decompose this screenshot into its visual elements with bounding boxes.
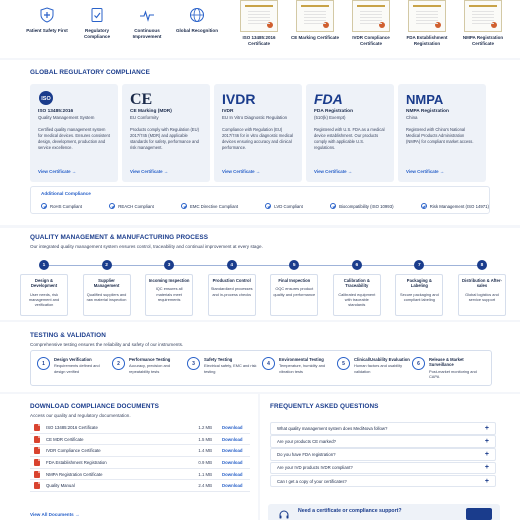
step-card xyxy=(208,274,256,316)
check-circle-icon xyxy=(421,203,427,209)
testing-step xyxy=(37,357,112,383)
testing-step-description: Human factors and usability validation xyxy=(354,363,403,374)
faq-section xyxy=(260,394,520,520)
plus-icon: + xyxy=(484,437,489,445)
additional-compliance xyxy=(30,186,490,214)
certificate-label: NMPA Registration Certificate xyxy=(462,35,504,46)
pdf-icon xyxy=(34,436,40,443)
check-circle-icon xyxy=(330,203,336,209)
download-link[interactable]: Download xyxy=(222,459,243,465)
view-certificate-link[interactable] xyxy=(314,169,352,174)
step-description: Secure packaging and compliant labeling xyxy=(400,291,439,303)
value-item xyxy=(172,6,222,56)
step-description: OQC ensures product quality and performance xyxy=(273,286,316,297)
check-circle-icon xyxy=(41,203,47,209)
faq-item[interactable] xyxy=(270,475,496,488)
step-card xyxy=(270,274,318,316)
svg-text:FDA: FDA xyxy=(314,91,343,106)
svg-text:NMPA: NMPA xyxy=(406,92,444,106)
faq-item[interactable] xyxy=(270,422,496,435)
step-number: 4 xyxy=(227,260,237,270)
card-subname: China xyxy=(406,115,418,121)
document-row xyxy=(30,434,250,446)
testing-step-number: 6 xyxy=(412,357,425,370)
link-label: View Certificate xyxy=(406,169,439,174)
faq-question: What quality management system does MediNova follow? xyxy=(277,425,388,431)
step-number: 5 xyxy=(289,260,299,270)
document-size: 1.2 MB xyxy=(198,424,212,430)
testing-steps xyxy=(37,357,487,383)
card-name: FDA Registration xyxy=(314,109,353,114)
download-link[interactable]: Download xyxy=(222,483,243,489)
arrow-right-icon: → xyxy=(74,512,80,517)
process-step xyxy=(462,260,502,318)
step-description: IQC ensures all materials meet requirements xyxy=(155,286,183,302)
additional-compliance-list xyxy=(41,202,489,210)
values-row xyxy=(22,6,222,56)
faq-question: Are your IVD products IVDR compliant? xyxy=(277,465,353,471)
check-circle-icon xyxy=(109,203,115,209)
plus-icon: + xyxy=(484,464,489,472)
downloads-section xyxy=(0,394,258,520)
step-number: 3 xyxy=(164,260,174,270)
section-subtitle: Comprehensive testing ensures the reliability and safety of our instruments. xyxy=(30,342,184,347)
download-link[interactable]: Download xyxy=(222,471,243,477)
iso-logo-icon xyxy=(38,90,110,106)
pdf-icon xyxy=(34,471,40,478)
section-title: DOWNLOAD COMPLIANCE DOCUMENTS xyxy=(30,403,159,410)
document-row xyxy=(30,422,250,434)
testing-step-title: Clinical/Usability Evaluation xyxy=(354,357,410,362)
shield-cross-icon xyxy=(38,6,56,24)
arrow-right-icon: → xyxy=(163,169,169,174)
document-name: CE MDR Certificate xyxy=(46,436,84,442)
link-label: View Certificate xyxy=(314,169,347,174)
step-title: Design & Development xyxy=(30,278,58,289)
globe-icon xyxy=(188,6,206,24)
step-number: 6 xyxy=(352,260,362,270)
plus-icon: + xyxy=(484,424,489,432)
value-label: Patient Safety First xyxy=(26,28,68,33)
testing-step-number: 3 xyxy=(187,357,200,370)
compliance-label: EMC Directive Compliant xyxy=(190,203,239,209)
document-name: FDA Establishment Registration xyxy=(46,459,107,465)
regulatory-card xyxy=(306,84,394,182)
value-label: Continuous Improvement xyxy=(132,28,162,40)
document-name: NMPA Registration Certificate xyxy=(46,471,103,477)
step-title: Production Control xyxy=(212,278,251,283)
arrow-right-icon: → xyxy=(255,169,261,174)
download-link[interactable]: Download xyxy=(222,448,243,454)
plus-icon: + xyxy=(484,451,489,459)
heartbeat-icon xyxy=(138,6,156,24)
pdf-icon xyxy=(34,424,40,431)
testing-step xyxy=(112,357,187,383)
view-all-documents-link[interactable] xyxy=(30,512,80,517)
plus-icon: + xyxy=(484,477,489,485)
compliance-item xyxy=(109,202,154,210)
testing-step-description: Accuracy, precision and repeatability tests xyxy=(129,363,171,374)
card-name: CE Marking (MDR) xyxy=(130,109,172,114)
testing-step-number: 5 xyxy=(337,357,350,370)
certificate-image[interactable] xyxy=(464,0,502,32)
document-size: 1.1 MB xyxy=(198,471,212,477)
certificate-image[interactable] xyxy=(352,0,390,32)
ce-logo-icon xyxy=(130,90,202,106)
value-item xyxy=(72,6,122,56)
document-row xyxy=(30,480,250,492)
compliance-label: RoHS Compliant xyxy=(50,203,83,209)
regulatory-card xyxy=(398,84,486,182)
certificate-label: ISO 13485:2016 Certificate xyxy=(242,35,276,46)
link-label: View Certificate xyxy=(38,169,71,174)
certificate-image[interactable] xyxy=(296,0,334,32)
card-name: IVDR xyxy=(222,109,234,114)
step-card xyxy=(458,274,506,316)
arrow-right-icon: → xyxy=(347,169,353,174)
contact-button[interactable] xyxy=(466,508,492,520)
compliance-item xyxy=(41,202,82,210)
process-step xyxy=(274,260,314,318)
testing-step xyxy=(187,357,262,383)
document-check-icon xyxy=(88,6,106,24)
testing-step xyxy=(262,357,337,383)
card-description: Registered with U.S. FDA as a medical device establishment. Our products comply with applicable U.S. regulations. xyxy=(314,126,385,150)
step-description: Global logistics and service support xyxy=(465,291,499,303)
process-steps xyxy=(24,260,502,318)
testing-step-number: 1 xyxy=(37,357,50,370)
faq-question: Are your products CE marked? xyxy=(277,438,336,444)
step-description: Calibrated equipment with traceable standards xyxy=(338,291,376,308)
view-certificate-link[interactable] xyxy=(222,169,260,174)
process-step xyxy=(212,260,252,318)
document-row xyxy=(30,445,250,457)
nmpa-logo-icon xyxy=(406,90,478,106)
process-step xyxy=(87,260,127,318)
view-certificate-link[interactable] xyxy=(130,169,168,174)
certificate-thumbnail[interactable] xyxy=(400,0,454,56)
step-description: User needs, risk management and verification xyxy=(28,291,60,308)
card-description: Registered with China's National Medical Products Administration (NMPA) for compliant market access. xyxy=(406,126,474,144)
view-certificate-link[interactable] xyxy=(406,169,444,174)
section-title: QUALITY MANAGEMENT & MANUFACTURING PROCESS xyxy=(30,234,209,241)
card-subname: EU Conformity xyxy=(130,115,159,121)
compliance-item xyxy=(181,202,238,210)
compliance-item xyxy=(330,202,393,210)
step-card xyxy=(20,274,68,316)
testing-step xyxy=(337,357,412,383)
step-number: 7 xyxy=(414,260,424,270)
certificate-image[interactable] xyxy=(240,0,278,32)
regulatory-card xyxy=(214,84,302,182)
certificate-thumbnail[interactable] xyxy=(232,0,286,56)
value-item xyxy=(122,6,172,56)
compliance-label: Risk Management (ISO 14971) xyxy=(429,203,489,209)
section-subtitle: Our integrated quality management system ensures control, traceability and continual improvement at every stage. xyxy=(30,244,263,249)
document-row xyxy=(30,457,250,469)
document-name: IVDR Compliance Certificate xyxy=(46,448,101,454)
check-circle-icon xyxy=(181,203,187,209)
faq-item[interactable] xyxy=(270,462,496,475)
link-label: View Certificate xyxy=(130,169,163,174)
documents-table xyxy=(30,422,250,504)
testing-card xyxy=(30,350,492,386)
step-card xyxy=(395,274,443,316)
testing-step-title: Safety Testing xyxy=(204,357,233,362)
document-row xyxy=(30,469,250,481)
process-step xyxy=(24,260,64,318)
step-title: Final Inspection xyxy=(278,278,311,283)
faq-item[interactable] xyxy=(270,435,496,448)
headset-icon xyxy=(278,508,290,520)
svg-text:ISO: ISO xyxy=(41,96,51,102)
step-description: Qualified suppliers and raw material inspection xyxy=(86,291,127,303)
download-link[interactable]: Download xyxy=(222,436,243,442)
certificate-label: CE Marking Certificate xyxy=(290,35,339,40)
value-item xyxy=(22,6,72,56)
testing-step-description: Post-market monitoring and CAPA xyxy=(429,368,477,380)
pdf-icon xyxy=(34,482,40,489)
certificate-thumbnail[interactable] xyxy=(344,0,398,56)
step-card xyxy=(145,274,193,316)
step-title: Distribution & After-sales xyxy=(462,278,502,289)
cta-text: Need a certificate or compliance support? xyxy=(298,508,402,514)
card-description: Compliance with Regulation (EU) 2017/746 for in vitro diagnostic medical devices ensuring accuracy and clinical performance. xyxy=(222,126,293,150)
step-number: 8 xyxy=(477,260,487,270)
step-description: Standardized processes and in-process checks xyxy=(210,286,253,297)
support-cta-banner xyxy=(268,504,500,520)
svg-text:CE: CE xyxy=(130,91,153,106)
faq-item[interactable] xyxy=(270,448,496,461)
section-title: GLOBAL REGULATORY COMPLIANCE xyxy=(30,69,150,76)
svg-text:IVDR: IVDR xyxy=(222,91,256,106)
compliance-item xyxy=(421,202,489,210)
pdf-icon xyxy=(34,447,40,454)
testing-step-title: Performance Testing xyxy=(129,357,171,362)
regulatory-card xyxy=(122,84,210,182)
arrow-right-icon: → xyxy=(71,169,77,174)
faq-list xyxy=(270,422,496,502)
faq-question: Do you have FDA registration? xyxy=(277,452,336,458)
card-description: Certified quality management system for medical devices. Ensures consistent design, development, production and service excellence. xyxy=(38,126,110,150)
section-title: FREQUENTLY ASKED QUESTIONS xyxy=(270,403,379,410)
certificate-image[interactable] xyxy=(408,0,446,32)
compliance-item xyxy=(265,202,303,210)
testing-step-title: Release & Market Surveillance xyxy=(429,357,464,368)
certificate-label: FDA Establishment Registration xyxy=(406,35,448,46)
testing-step-title: Design Verification xyxy=(54,357,92,362)
faq-question: Can I get a copy of your certificates? xyxy=(277,478,347,484)
card-subname: EU In Vitro Diagnostic Regulation xyxy=(222,115,288,121)
section-subtitle: Access our quality and regulatory documentation. xyxy=(30,413,131,418)
value-label: Regulatory Compliance xyxy=(83,28,111,40)
process-step xyxy=(149,260,189,318)
view-certificate-link[interactable] xyxy=(38,169,76,174)
testing-step-description: Electrical safety, EMC and risk testing xyxy=(204,363,257,374)
step-number: 1 xyxy=(39,260,49,270)
process-flow xyxy=(24,260,502,318)
regulatory-cards xyxy=(30,84,490,182)
process-section xyxy=(0,228,520,320)
regulatory-card xyxy=(30,84,118,182)
process-step xyxy=(399,260,439,318)
card-name: ISO 13485:2016 xyxy=(38,109,74,114)
card-subname: (510(k) Exempt) xyxy=(314,115,346,121)
document-size: 0.9 MB xyxy=(198,459,212,465)
testing-step-title: Environmental Testing xyxy=(279,357,324,362)
testing-step-number: 4 xyxy=(262,357,275,370)
top-strip xyxy=(0,0,520,58)
certificate-thumbnail[interactable] xyxy=(456,0,510,56)
check-circle-icon xyxy=(265,203,271,209)
additional-compliance-title: Additional Compliance xyxy=(41,191,91,196)
section-title: TESTING & VALIDATION xyxy=(30,332,106,339)
card-name: NMPA Registration xyxy=(406,109,449,114)
pdf-icon xyxy=(34,459,40,466)
document-size: 2.4 MB xyxy=(198,483,212,489)
step-title: Incoming Inspection xyxy=(148,278,190,283)
step-card xyxy=(83,274,131,316)
compliance-label: REACH Compliant xyxy=(118,203,154,209)
value-label: Global Recognition xyxy=(175,28,219,33)
document-name: Quality Manual xyxy=(46,483,75,489)
certificate-thumbnail[interactable] xyxy=(288,0,342,56)
regulatory-section xyxy=(0,60,520,225)
process-step xyxy=(337,260,377,318)
document-size: 1.4 MB xyxy=(198,448,212,454)
step-card xyxy=(333,274,381,316)
download-link[interactable]: Download xyxy=(222,424,243,430)
certificate-gallery xyxy=(232,0,520,56)
compliance-label: Biocompatibility (ISO 10993) xyxy=(339,203,394,209)
document-size: 1.5 MB xyxy=(198,436,212,442)
link-label: View Certificate xyxy=(222,169,255,174)
ivdr-logo-icon xyxy=(222,90,294,106)
fda-logo-icon xyxy=(314,90,386,106)
compliance-label: LVD Compliant xyxy=(274,203,303,209)
view-all-label: View All Documents xyxy=(30,512,74,517)
testing-step-number: 2 xyxy=(112,357,125,370)
step-title: Packaging & Labeling xyxy=(406,278,432,289)
card-description: Products comply with Regulation (EU) 2017/745 (MDR) and applicable standards for safety, performance and risk management. xyxy=(130,126,199,150)
step-title: Supplier Management xyxy=(93,278,120,289)
testing-step-description: Requirements defined and design verified xyxy=(54,363,100,374)
arrow-right-icon: → xyxy=(439,169,445,174)
step-number: 2 xyxy=(102,260,112,270)
certificate-label: IVDR Compliance Certificate xyxy=(352,35,390,46)
card-subname: Quality Management System xyxy=(38,115,95,121)
step-title: Calibration & Traceability xyxy=(343,278,370,289)
testing-section xyxy=(0,322,520,392)
testing-step xyxy=(412,357,487,383)
document-name: ISO 13485:2016 Certificate xyxy=(46,424,98,430)
testing-step-description: Temperature, humidity and vibration tests xyxy=(279,363,326,374)
